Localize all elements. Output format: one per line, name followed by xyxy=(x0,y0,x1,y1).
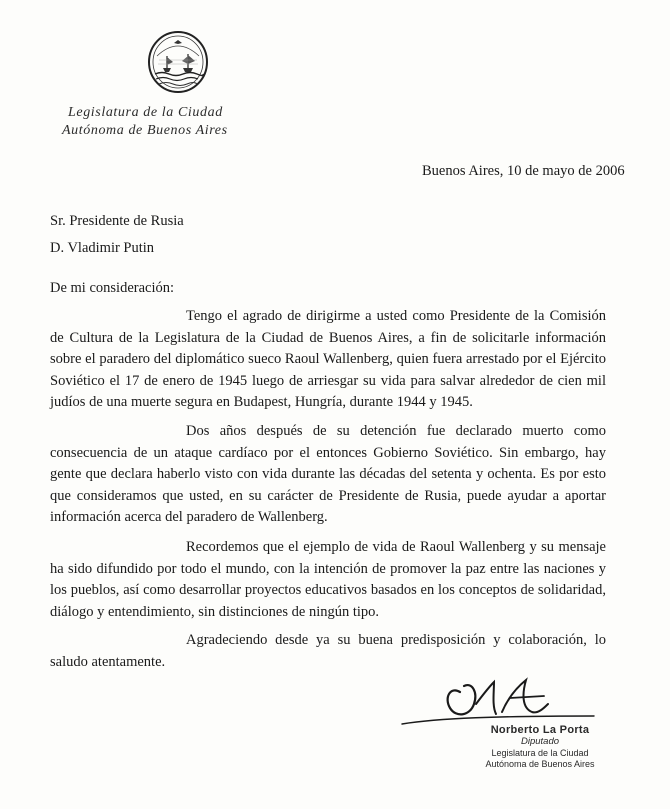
signatory-title: Diputado xyxy=(520,736,560,747)
signatory-org-line-1: Legislatura de la Ciudad xyxy=(491,748,589,758)
letterhead-line-2: Autónoma de Buenos Aires xyxy=(62,123,228,138)
signatory-name: Norberto La Porta xyxy=(490,724,590,736)
salutation: De mi consideración: xyxy=(50,280,175,296)
body-paragraph-2: Dos años después de su detención fue declarado muerto como consecuencia de un ataque cardíaco por el entonces Gobierno Soviético. Sin embargo, hay gente que declara haberlo visto con vida durante las décadas del setenta y ochenta. Es por esto que consideramos que usted, en su carácter de Presidente de Rusia, puede ayudar a aportar información acerca del paradero de Wallenberg. xyxy=(50,423,606,526)
body-paragraph-1: Tengo el agrado de dirigirme a usted como Presidente de la Comisión de Cultura de la Legislatura de la Ciudad de Buenos Aires, a fin de solicitarle información sobre el paradero del diplomático sueco Raoul Wallenberg, quien fuera arrestado por el Ejército Soviético el 17 de enero de 1945 luego de arriesgar su vida para salvar alrededor de cien mil judíos de una muerte segura en Budapest, Hungría, durante 1944 y 1945. xyxy=(50,308,606,411)
city-seal-icon xyxy=(147,30,209,94)
recipient-line-1: Sr. Presidente de Rusia xyxy=(50,213,184,229)
signature-block xyxy=(470,724,610,770)
handwritten-signature xyxy=(398,668,598,730)
recipient-block xyxy=(50,208,184,262)
body-paragraph-4: Agradeciendo desde ya su buena predisposición y colaboración, lo saludo atentamente. xyxy=(50,632,606,670)
recipient-line-2: D. Vladimir Putin xyxy=(50,240,155,256)
letterhead xyxy=(62,104,228,140)
signatory-org-line-2: Autónoma de Buenos Aires xyxy=(485,759,595,769)
body-paragraph-3: Recordemos que el ejemplo de vida de Raoul Wallenberg y su mensaje ha sido difundido por todo el mundo, con la intención de promover la paz entre las naciones y los pueblos, así como desarrollar proyectos educativos basados en los conceptos de solidaridad, diálogo y entendimiento, sin distinciones de ningún tipo. xyxy=(50,539,606,620)
letter-date: Buenos Aires, 10 de mayo de 2006 xyxy=(422,163,625,179)
letterhead-line-1: Legislatura de la Ciudad xyxy=(68,105,223,120)
